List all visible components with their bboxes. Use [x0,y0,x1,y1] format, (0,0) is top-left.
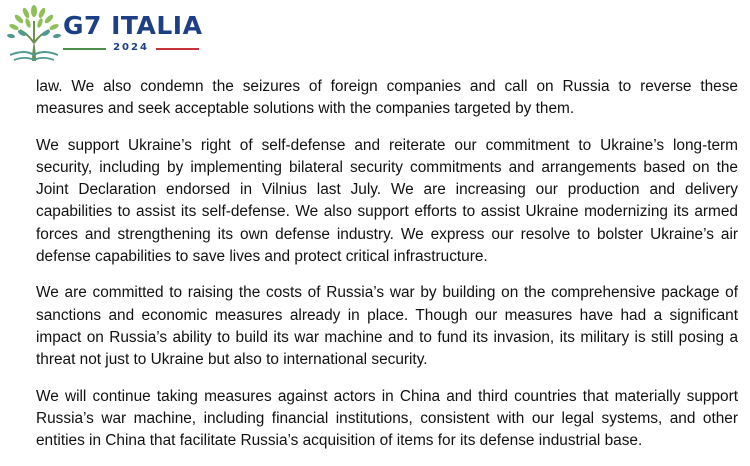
document-header [0,0,750,66]
paragraph: law. We also condemn the seizures of foreign companies and call on Russia to reverse these measures and seek acceptable solutions with the companies targeted by them. [36,78,738,118]
logo-year: 2024 [113,42,149,53]
paragraph: We support Ukraine’s right of self-defense and reiterate our commitment to Ukraine’s long-term security, including by implementing bilateral security commitments and arrangements based on the Joint Declaration endorsed in Vilnius last July. We are increasing our production and delivery capabilities to assist its self-defense. We also support efforts to assist Ukraine modernizing its armed forces and strengthening its own defense industry. We express our resolve to bolster Ukraine’s air defense capabilities to save lives and protect critical infrastructure. [36,136,738,266]
olive-tree-icon [6,3,62,63]
logo-green-line [63,48,106,50]
logo-year-row [63,41,199,55]
paragraph: We will continue taking measures against actors in China and third countries that materially support Russia’s war machine, including financial institutions, consistent with our legal systems, and other entities in China that facilitate Russia’s acquisition of items for its defense industrial base. [36,387,738,450]
logo-red-line [156,48,199,50]
paragraph: We are committed to raising the costs of Russia’s war by building on the comprehensive package of sanctions and economic measures already in place. Though our measures have had a significant impact on Russia’s ability to build its war machine and to fund its invasion, its military is still posing a threat not just to Ukraine but also to international security. [36,284,738,369]
logo-wordmark: G7 ITALIA [63,11,203,40]
document-body [36,76,738,466]
g7-italia-logo [6,3,203,63]
